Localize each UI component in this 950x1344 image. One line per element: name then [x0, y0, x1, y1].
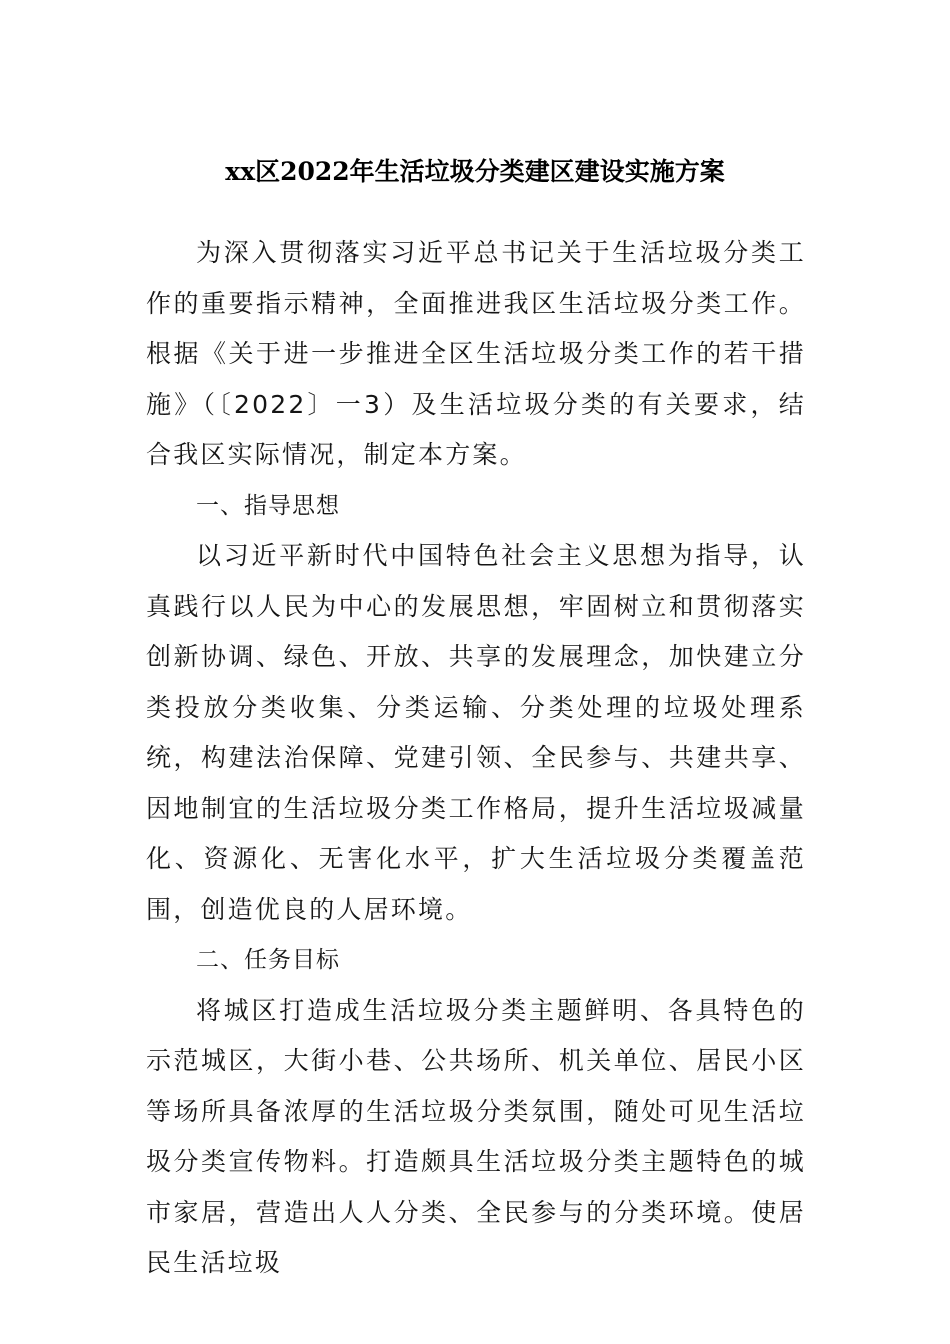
section-paragraph-guiding-thought: 以习近平新时代中国特色社会主义思想为指导，认真践行以人民为中心的发展思想，牢固树立和贯彻落实创新协调、绿色、开放、共享的发展理念，加快建立分类投放分类收集、分类运输、分类处理的垃圾处理系统，构建法治保障、党建引领、全民参与、共建共享、因地制宜的生活垃圾分类工作格局，提升生活垃圾减量化、资源化、无害化水平，扩大生活垃圾分类覆盖范围，创造优良的人居环境。: [146, 541, 806, 924]
intro-paragraph: 为深入贯彻落实习近平总书记关于生活垃圾分类工作的重要指示精神，全面推进我区生活垃圾分类工作。根据《关于进一步推进全区生活垃圾分类工作的若干措施》（〔2022〕一3）及生活垃圾分类的有关要求，结合我区实际情况，制定本方案。: [146, 238, 806, 469]
section-heading-task-goals: 二、任务目标: [196, 947, 340, 973]
document-title: xx区2022年生活垃圾分类建区建设实施方案: [225, 157, 725, 186]
section-paragraph-task-goals: 将城区打造成生活垃圾分类主题鲜明、各具特色的示范城区，大街小巷、公共场所、机关单位、居民小区等场所具备浓厚的生活垃圾分类氛围，随处可见生活垃圾分类宣传物料。打造颇具生活垃圾分类主题特色的城市家居，营造出人人分类、全民参与的分类环境。使居民生活垃圾: [146, 995, 806, 1277]
section-heading-guiding-thought: 一、指导思想: [196, 492, 340, 519]
document-body: [146, 228, 806, 1289]
